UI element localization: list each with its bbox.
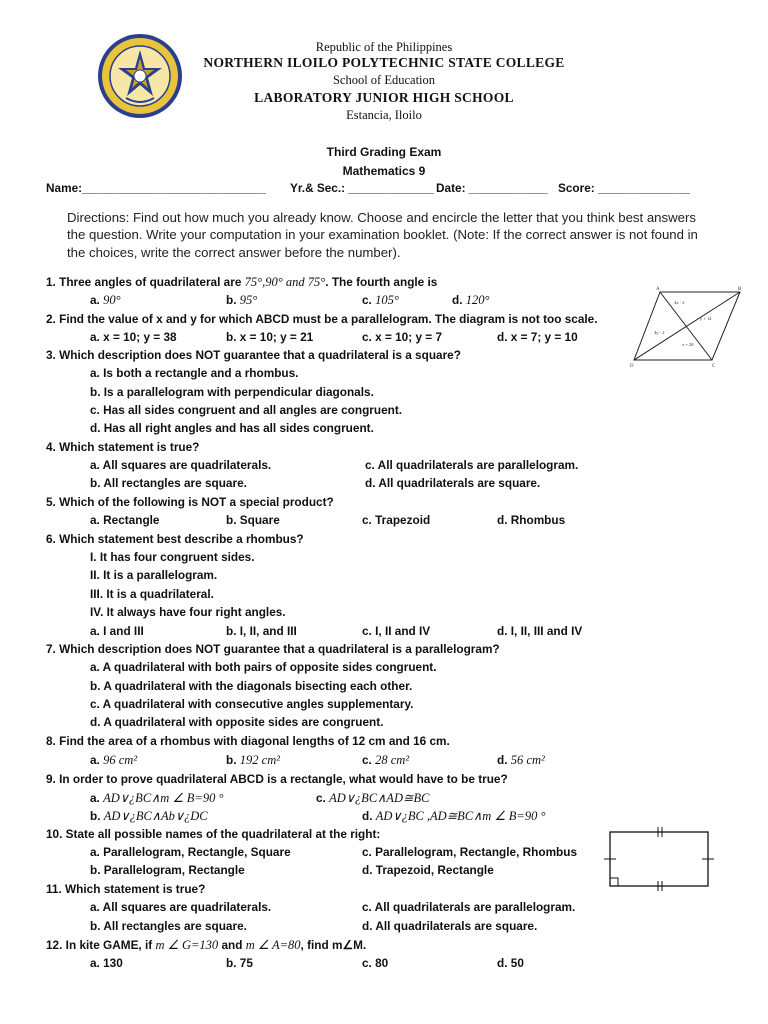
q2-option-c[interactable]: c. x = 10; y = 7 (362, 330, 443, 344)
q3-option-c[interactable]: c. Has all sides congruent and all angles are congruent. (90, 403, 403, 417)
name-field[interactable]: Name:____________________________ (46, 181, 266, 195)
q10-option-d[interactable]: d. Trapezoid, Rectangle (362, 863, 494, 877)
q12-option-d[interactable]: d. 50 (497, 956, 524, 970)
q1-option-d-label: d. (452, 293, 463, 307)
q1-option-d[interactable] (452, 293, 490, 308)
q11-option-d[interactable]: d. All quadrilaterals are square. (362, 919, 538, 933)
q9-option-a-value: AD∨¿BC∧m ∠ B=90 ° (103, 791, 224, 805)
q8-option-d-label: d. (497, 753, 508, 767)
q3-option-d[interactable]: d. Has all right angles and has all sides congruent. (90, 421, 374, 435)
q3-option-b[interactable]: b. Is a parallelogram with perpendicular diagonals. (90, 385, 374, 399)
q1-option-a-label: a. (90, 293, 100, 307)
question-4: 4. Which statement is true? (46, 440, 200, 454)
q8-option-d[interactable] (497, 753, 545, 768)
question-9: 9. In order to prove quadrilateral ABCD is a rectangle, what would have to be true? (46, 772, 508, 786)
yr-sec-field[interactable]: Yr.& Sec.: _____________ (290, 181, 434, 195)
q11-option-c[interactable]: c. All quadrilaterals are parallelogram. (362, 900, 576, 914)
question-6: 6. Which statement best describe a rhombus? (46, 532, 304, 546)
q11-option-b[interactable]: b. All rectangles are square. (90, 919, 247, 933)
vertex-d-label: D (630, 364, 634, 368)
vertex-c-label: C (712, 364, 716, 368)
q9-option-c[interactable] (316, 790, 429, 806)
header-lab-school: LABORATORY JUNIOR HIGH SCHOOL (254, 90, 514, 105)
question-1-angles: 75°,90° and 75° (244, 275, 326, 289)
question-3: 3. Which description does NOT guarantee that a quadrilateral is a square? (46, 348, 461, 362)
q8-option-b-label: b. (226, 753, 237, 767)
q6-option-b[interactable]: b. I, II, and III (226, 624, 297, 638)
question-11: 11. Which statement is true? (46, 882, 206, 896)
q9-option-d-label: d. (362, 809, 373, 823)
q6-option-c[interactable]: c. I, II and IV (362, 624, 431, 638)
q2-option-d[interactable]: d. x = 7; y = 10 (497, 330, 578, 344)
q8-option-a-label: a. (90, 753, 100, 767)
question-7: 7. Which description does NOT guarantee that a quadrilateral is a parallelogram? (46, 642, 500, 656)
q8-option-a[interactable] (90, 753, 137, 768)
date-field[interactable]: Date: ____________ (436, 181, 548, 195)
q1-option-b-label: b. (226, 293, 237, 307)
question-2: 2. Find the value of x and y for which ABCD must be a parallelogram. The diagram is not too scale. (46, 312, 598, 326)
header-location: Estancia, Iloilo (346, 108, 422, 122)
q2-option-a[interactable]: a. x = 10; y = 38 (90, 330, 177, 344)
q12-option-b[interactable]: b. 75 (226, 956, 253, 970)
q9-option-c-value: AD∨¿BC∧AD≅BC (329, 791, 430, 805)
question-10: 10. State all possible names of the quadrilateral at the right: (46, 827, 381, 841)
question-12-mid: and (218, 938, 246, 952)
question-12 (46, 937, 366, 953)
q1-option-b-value: 95° (239, 293, 258, 307)
q5-option-a[interactable]: a. Rectangle (90, 513, 160, 527)
q8-option-b-value: 192 cm² (239, 753, 280, 767)
q8-option-c-label: c. (362, 753, 372, 767)
q10-option-b[interactable]: b. Parallelogram, Rectangle (90, 863, 245, 877)
q5-option-b[interactable]: b. Square (226, 513, 280, 527)
q1-option-c-label: c. (362, 293, 372, 307)
q9-option-d-value: AD∨¿BC ,AD≅BC∧m ∠ B=90 ° (375, 809, 546, 823)
directions-text: Directions: Find out how much you already know. Choose and encircle the letter that you think best answers the question. Write your computation in your examination booklet. (Note: If the correct answer is not found in the choices, write the correct answer before the number). (67, 210, 698, 260)
q6-statement-iii: III. It is a quadrilateral. (90, 587, 214, 601)
q8-option-a-value: 96 cm² (103, 753, 138, 767)
q1-option-a[interactable] (90, 293, 121, 308)
q9-option-b-label: b. (90, 809, 101, 823)
q9-option-b[interactable] (90, 808, 208, 824)
segment-label-4y-2: 4y - 2 (654, 330, 665, 335)
segment-label-y-14: y + 14 (700, 316, 712, 321)
q9-option-a[interactable] (90, 790, 224, 806)
q7-option-b[interactable]: b. A quadrilateral with the diagonals bisecting each other. (90, 679, 413, 693)
q6-option-d[interactable]: d. I, II, III and IV (497, 624, 583, 638)
parallelogram-abcd-diagram (628, 284, 744, 368)
q1-option-a-value: 90° (103, 293, 121, 307)
q9-option-b-value: AD∨¿BC∧Ab∨¿DC (103, 809, 208, 823)
score-field[interactable]: Score: ______________ (558, 181, 690, 195)
q7-option-a[interactable]: a. A quadrilateral with both pairs of opposite sides congruent. (90, 660, 437, 674)
q12-option-a[interactable]: a. 130 (90, 956, 123, 970)
question-12-suffix: , find m∠M. (300, 938, 367, 952)
question-8: 8. Find the area of a rhombus with diagonal lengths of 12 cm and 16 cm. (46, 734, 450, 748)
q10-option-c[interactable]: c. Parallelogram, Rectangle, Rhombus (362, 845, 578, 859)
question-1-suffix: . The fourth angle is (325, 275, 438, 289)
segment-label-x-28: x + 28 (682, 342, 694, 347)
q5-option-c[interactable]: c. Trapezoid (362, 513, 431, 527)
q1-option-b[interactable] (226, 293, 257, 308)
question-5: 5. Which of the following is NOT a special product? (46, 495, 334, 509)
segment-label-4x-2: 4x - 2 (674, 300, 685, 305)
q4-option-a[interactable]: a. All squares are quadrilaterals. (90, 458, 272, 472)
exam-subject: Mathematics 9 (342, 164, 426, 178)
q9-option-d[interactable] (362, 808, 546, 824)
q1-option-c-value: 105° (375, 293, 399, 307)
q1-option-c[interactable] (362, 293, 399, 308)
exam-title: Third Grading Exam (326, 145, 442, 159)
vertex-a-label: A (656, 287, 660, 292)
q12-option-c[interactable]: c. 80 (362, 956, 389, 970)
question-12-angle-g: m ∠ G=130 (155, 938, 219, 952)
q5-option-d[interactable]: d. Rhombus (497, 513, 566, 527)
header-republic: Republic of the Philippines (315, 40, 453, 54)
q6-statement-iv: IV. It always have four right angles. (90, 605, 286, 619)
q9-option-c-label: c. (316, 791, 326, 805)
q4-option-d[interactable]: d. All quadrilaterals are square. (365, 476, 541, 490)
header-school: School of Education (332, 73, 436, 87)
question-1-prefix: 1. Three angles of quadrilateral are (46, 275, 245, 289)
q1-option-d-value: 120° (465, 293, 490, 307)
q8-option-b[interactable] (226, 753, 280, 768)
vertex-b-label: B (738, 287, 742, 292)
question-12-angle-a: m ∠ A=80 (245, 938, 301, 952)
question-12-prefix: 12. In kite GAME, if (46, 938, 156, 952)
q8-option-c[interactable] (362, 753, 409, 768)
rectangle-diagram (596, 820, 720, 894)
q11-option-a[interactable]: a. All squares are quadrilaterals. (90, 900, 272, 914)
q7-option-c[interactable]: c. A quadrilateral with consecutive angles supplementary. (90, 697, 414, 711)
q2-option-b[interactable]: b. x = 10; y = 21 (226, 330, 314, 344)
q4-option-c[interactable]: c. All quadrilaterals are parallelogram. (365, 458, 579, 472)
q10-option-a[interactable]: a. Parallelogram, Rectangle, Square (90, 845, 291, 859)
q7-option-d[interactable]: d. A quadrilateral with opposite sides are congruent. (90, 715, 384, 729)
question-1 (46, 275, 437, 290)
q6-statement-i: I. It has four congruent sides. (90, 550, 255, 564)
q4-option-b[interactable]: b. All rectangles are square. (90, 476, 247, 490)
q9-option-a-label: a. (90, 791, 100, 805)
q3-option-a[interactable]: a. Is both a rectangle and a rhombus. (90, 366, 299, 380)
q6-statement-ii: II. It is a parallelogram. (90, 568, 218, 582)
header-college-name: NORTHERN ILOILO POLYTECHNIC STATE COLLEGE (203, 55, 565, 70)
q6-option-a[interactable]: a. I and III (90, 624, 144, 638)
q8-option-c-value: 28 cm² (375, 753, 410, 767)
q8-option-d-value: 56 cm² (510, 753, 545, 767)
